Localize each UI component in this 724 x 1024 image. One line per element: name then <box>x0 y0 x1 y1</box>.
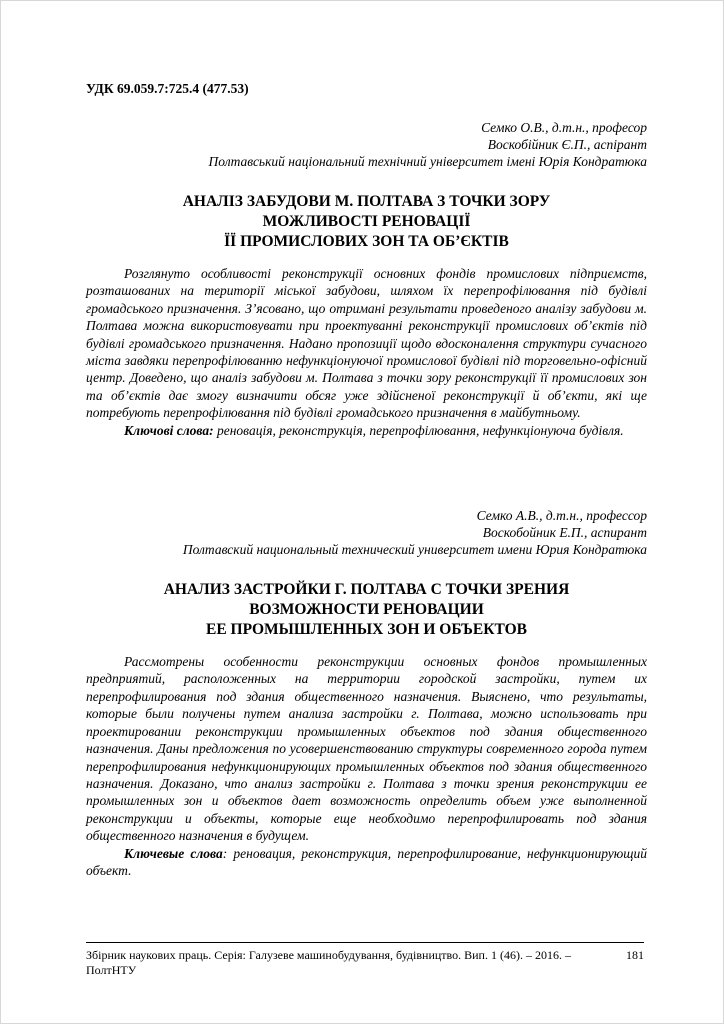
keywords-ru-text: : реновация, реконструкция, перепрофилирование, нефункционирующий объект. <box>86 845 647 878</box>
section-divider-gap <box>86 439 647 485</box>
page-number: 181 <box>626 948 644 962</box>
page-content <box>86 81 647 879</box>
keywords-uk <box>86 422 647 439</box>
author-ru-1: Семко А.В., д.т.н., профессор <box>476 508 647 524</box>
author-uk-1: Семко О.В., д.т.н., професор <box>481 120 647 135</box>
keywords-uk-text: реновація, реконструкція, перепрофілювання, нефункціонуюча будівля. <box>213 422 624 438</box>
keywords-ru <box>86 845 647 880</box>
author-uk-2: Воскобійник Є.П., аспірант <box>487 137 647 152</box>
title-uk <box>86 192 647 252</box>
keywords-uk-label: Ключові слова: <box>124 422 214 438</box>
authors-uk <box>86 119 647 170</box>
abstract-ru: Рассмотрены особенности реконструкции основных фондов промышленных предприятий, расположенных на территории городской застройки, путем их перепрофилирования под здания общественного назначения. Выяснено, что результаты, которые были получены путем анализа застройки г. Полтава, можно использовать при проектировании реконструкции промышленных объектов под здания общественного назначения. Даны предложения по усовершенствованию структуры современного города путем перепрофилирования нефункционирующих промышленных объектов под здания общественного назначения. Доказано, что анализ застройки г. Полтава з точки зрения реконструкции ее промышленных зон и объектов дает возможность определить объем уже выполненной реконструкции и объекты, которые еще необходимо перепрофилировать под здания общественного назначения в будущем. <box>86 654 647 844</box>
title-uk-line-1: АНАЛІЗ ЗАБУДОВИ М. ПОЛТАВА З ТОЧКИ ЗОРУ <box>182 193 551 210</box>
udc-code: УДК 69.059.7:725.4 (477.53) <box>86 81 249 96</box>
title-uk-line-3: ЇЇ ПРОМИСЛОВИХ ЗОН ТА ОБ’ЄКТІВ <box>224 233 509 250</box>
title-ru-line-2: ВОЗМОЖНОСТИ РЕНОВАЦИИ <box>249 601 484 619</box>
footer-journal-info: Збірник наукових праць. Серія: Галузеве машинобудування, будівництво. Вип. 1 (46). – 2016. – ПолтНТУ <box>86 948 571 977</box>
title-ru-line-3: ЕЕ ПРОМЫШЛЕННЫХ ЗОН И ОБЪЕКТОВ <box>206 621 527 639</box>
author-ru-2: Воскобойник Е.П., аспирант <box>482 525 647 541</box>
affiliation-uk: Полтавський національний технічний університет імені Юрія Кондратюка <box>208 154 647 169</box>
title-ru <box>86 580 647 640</box>
keywords-ru-label: Ключевые слова <box>124 845 223 861</box>
title-ru-line-1: АНАЛИЗ ЗАСТРОЙКИ Г. ПОЛТАВА С ТОЧКИ ЗРЕНИЯ <box>163 581 570 599</box>
page-footer <box>86 942 644 978</box>
abstract-uk: Розглянуто особливості реконструкції основних фондів промислових підприємств, розташованих на території міської забудови, шляхом їх перепрофілювання під будівлі громадського призначення. З’ясовано, що отримані результати проведеного аналізу забудови м. Полтава можна використовувати при проектуванні реконструкції промислових об’єктів під будівлі громадського призначення. Надано пропозиції щодо вдосконалення структури сучасного міста завдяки перепрофілюванню нефункціонуючої промислової будівлі під торговельно-офісний центр. Доведено, що аналіз забудови м. Полтава з точки зору реконструкції її промислових зон та об’єктів дає змогу визначити обсяг уже здійсненої реконструкції й об’єкти, які ще потребують перепрофілювання під будівлі громадського призначення в майбутньому. <box>86 266 647 421</box>
affiliation-ru: Полтавский национальный технический университет имени Юрия Кондратюка <box>182 542 647 558</box>
title-uk-line-2: МОЖЛИВОСТІ РЕНОВАЦІЇ <box>262 213 471 230</box>
authors-ru <box>86 507 647 558</box>
